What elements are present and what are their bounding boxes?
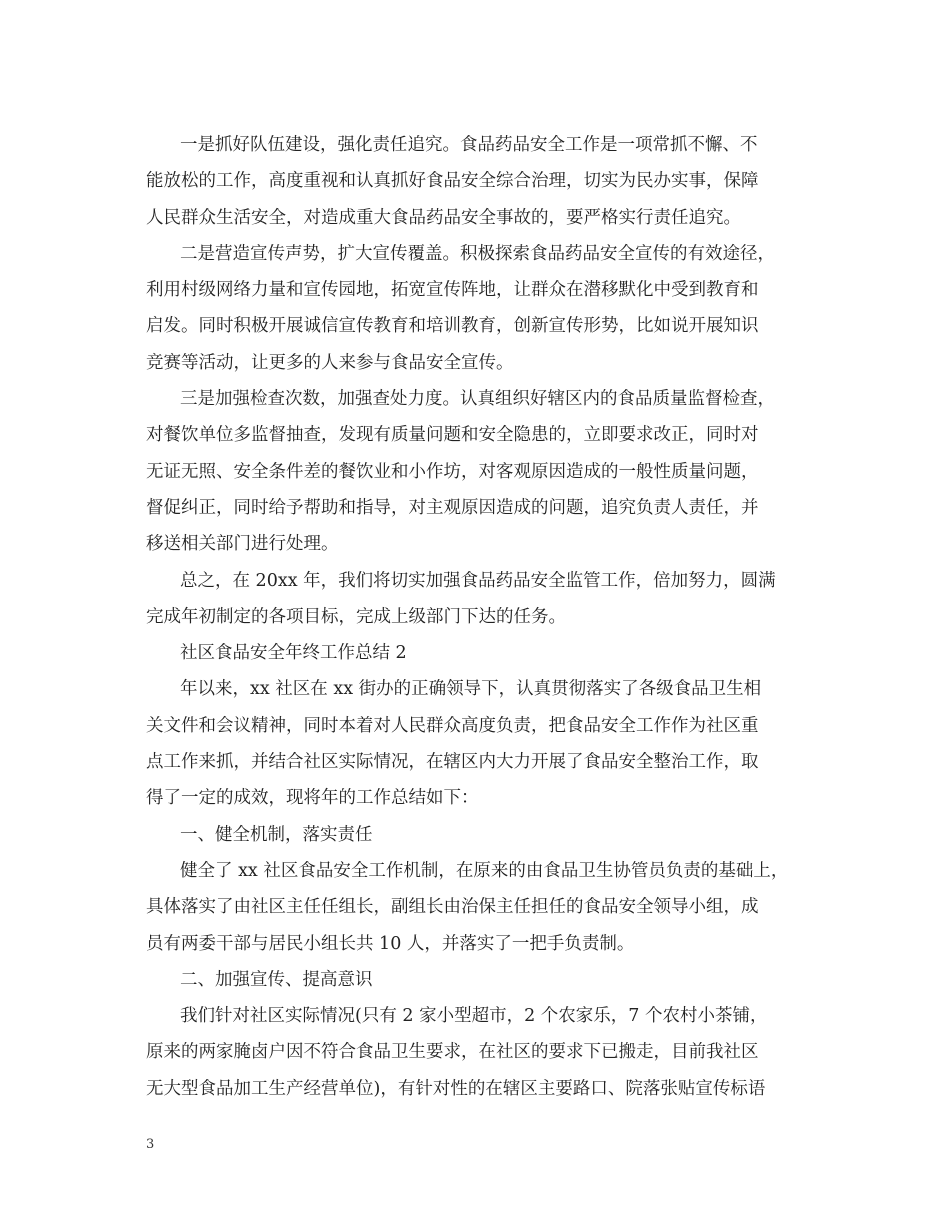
- text-line: 二是营造宣传声势，扩大宣传覆盖。积极探索食品药品安全宣传的有效途径，: [180, 243, 775, 264]
- text-line: 启发。同时积极开展诚信宣传教育和培训教育，创新宣传形势，比如说开展知识: [146, 316, 759, 337]
- text-line: 原来的两家腌卤户因不符合食品卫生要求，在社区的要求下已搬走，目前我社区: [146, 1042, 759, 1063]
- text-line: 无大型食品加工生产经营单位)，有针对性的在辖区主要路口、院落张贴宣传标语: [146, 1078, 766, 1099]
- text-line: 关文件和会议精神，同时本着对人民群众高度负责，把食品安全工作作为社区重: [146, 715, 759, 736]
- text-line: 三是加强检查次数，加强查处力度。认真组织好辖区内的食品质量监督检查，: [180, 389, 775, 410]
- text-line: 我们针对社区实际情况(只有 2 家小型超市，2 个农家乐，7 个农村小茶铺，: [180, 1006, 768, 1027]
- text-line: 对餐饮单位多监督抽查，发现有质量问题和安全隐患的，立即要求改正，同时对: [146, 425, 759, 446]
- text-line: 完成年初制定的各项目标，完成上级部门下达的任务。: [146, 606, 566, 627]
- text-line: 社区食品安全年终工作总结 2: [180, 643, 407, 664]
- text-line: 能放松的工作，高度重视和认真抓好食品安全综合治理，切实为民办实事，保障: [146, 171, 759, 192]
- text-line: 点工作来抓，并结合社区实际情况，在辖区内大力开展了食品安全整治工作，取: [146, 752, 759, 773]
- text-line: 员有两委干部与居民小组长共 10 人，并落实了一把手负责制。: [146, 933, 635, 954]
- text-line: 年以来，xx 社区在 xx 街办的正确领导下，认真贯彻落实了各级食品卫生相: [180, 679, 762, 700]
- text-line: 具体落实了由社区主任任组长，副组长由治保主任担任的食品安全领导小组，成: [146, 897, 759, 918]
- text-line: 移送相关部门进行处理。: [146, 534, 339, 555]
- text-line: 竞赛等活动，让更多的人来参与食品安全宣传。: [146, 352, 514, 373]
- text-line: 一是抓好队伍建设，强化责任追究。食品药品安全工作是一项常抓不懈、不: [180, 135, 758, 155]
- text-line: 健全了 xx 社区食品安全工作机制，在原来的由食品卫生协管员负责的基础上，: [180, 860, 789, 881]
- text-line: 无证无照、安全条件差的餐饮业和小作坊，对客观原因造成的一般性质量问题，: [146, 461, 759, 482]
- text-line: 得了一定的成效，现将年的工作总结如下：: [146, 788, 479, 809]
- text-line: 总之，在 20xx 年，我们将切实加强食品药品安全监管工作，倍加努力，圆满: [180, 570, 776, 591]
- text-line: 督促纠正，同时给予帮助和指导，对主观原因造成的问题，追究负责人责任，并: [146, 497, 759, 518]
- text-line: 人民群众生活安全，对造成重大食品药品安全事故的，要严格实行责任追究。: [146, 207, 741, 228]
- document-body: [146, 127, 806, 1107]
- text-line: 二、加强宣传、提高意识: [180, 969, 373, 990]
- page-number: 3: [146, 1137, 155, 1152]
- text-line: 利用村级网络力量和宣传园地，拓宽宣传阵地，让群众在潜移默化中受到教育和: [146, 280, 759, 301]
- text-line: 一、健全机制，落实责任: [180, 824, 373, 845]
